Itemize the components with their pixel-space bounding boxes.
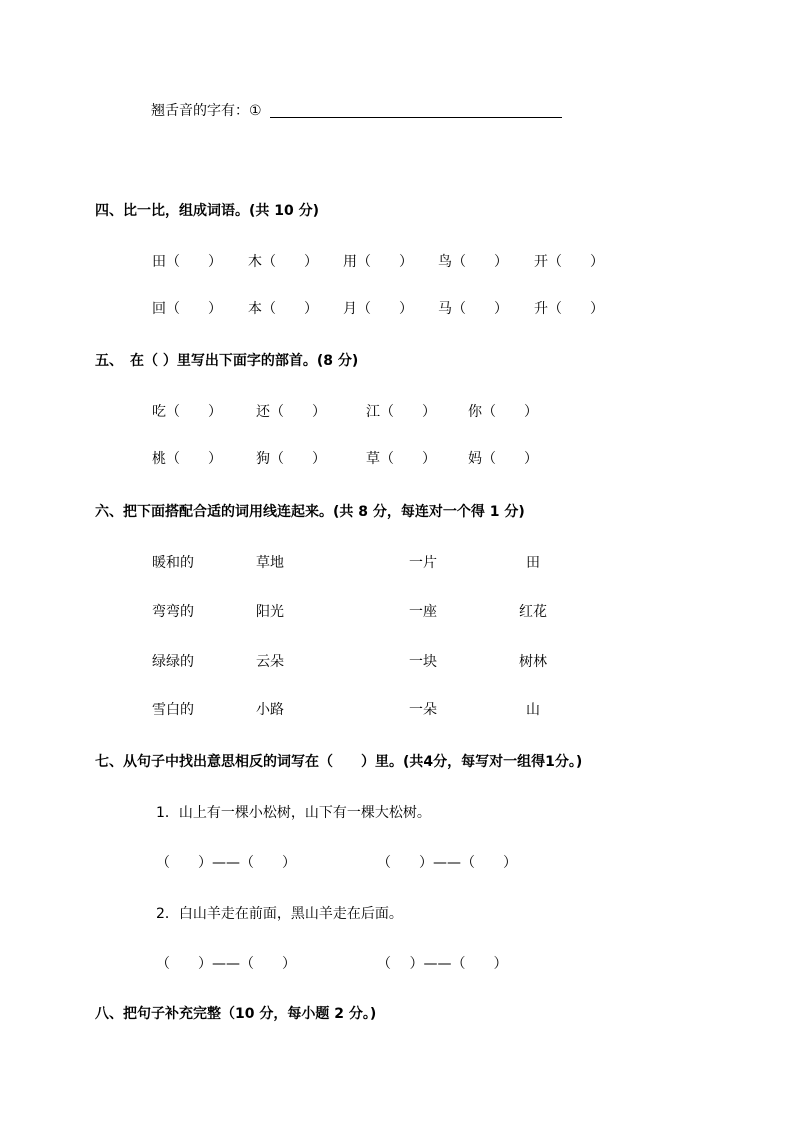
s6-noun[interactable]: 云朵 bbox=[256, 654, 284, 670]
retroflex-label: 翘舌音的字有：① bbox=[151, 103, 262, 119]
s6-measure[interactable]: 一片 bbox=[409, 555, 437, 571]
s5-r1-c2[interactable]: 还（ ） bbox=[256, 404, 326, 420]
s4-r1-c3[interactable]: 用（ ） bbox=[343, 254, 413, 270]
s5-r1-c3[interactable]: 江（ ） bbox=[366, 404, 436, 420]
s6-measure[interactable]: 一块 bbox=[409, 654, 437, 670]
s4-r2-c5[interactable]: 升（ ） bbox=[534, 301, 604, 317]
s6-object[interactable]: 田 bbox=[526, 555, 540, 571]
s5-r1-c1[interactable]: 吃（ ） bbox=[152, 404, 222, 420]
s6-adjective[interactable]: 雪白的 bbox=[152, 702, 194, 718]
s6-noun[interactable]: 小路 bbox=[256, 702, 284, 718]
s4-r2-c2[interactable]: 本（ ） bbox=[248, 301, 318, 317]
s5-r2-c1[interactable]: 桃（ ） bbox=[152, 451, 222, 467]
s4-r1-c5[interactable]: 开（ ） bbox=[534, 254, 604, 270]
retroflex-answer-line[interactable] bbox=[270, 117, 562, 118]
section7-heading: 七、从句子中找出意思相反的词写在（ ）里。(共4分，每写对一组得1分。) bbox=[95, 754, 583, 770]
s4-r1-c2[interactable]: 木（ ） bbox=[248, 254, 318, 270]
s5-r2-c4[interactable]: 妈（ ） bbox=[468, 451, 538, 467]
s6-measure[interactable]: 一朵 bbox=[409, 702, 437, 718]
s7-sentence-1: 1．山上有一棵小松树，山下有一棵大松树。 bbox=[156, 805, 431, 821]
s7-pair-1b[interactable]: （ ）——（ ） bbox=[377, 855, 517, 871]
s7-pair-1a[interactable]: （ ）——（ ） bbox=[156, 855, 296, 871]
s6-adjective[interactable]: 暖和的 bbox=[152, 555, 194, 571]
s6-noun[interactable]: 阳光 bbox=[256, 604, 284, 620]
s4-r2-c3[interactable]: 月（ ） bbox=[343, 301, 413, 317]
s6-object[interactable]: 山 bbox=[526, 702, 540, 718]
s4-r1-c4[interactable]: 鸟（ ） bbox=[438, 254, 508, 270]
s6-object[interactable]: 树林 bbox=[519, 654, 547, 670]
s4-r2-c1[interactable]: 回（ ） bbox=[152, 301, 222, 317]
s5-r2-c3[interactable]: 草（ ） bbox=[366, 451, 436, 467]
s6-object[interactable]: 红花 bbox=[519, 604, 547, 620]
s6-measure[interactable]: 一座 bbox=[409, 604, 437, 620]
s4-r2-c4[interactable]: 马（ ） bbox=[438, 301, 508, 317]
s5-r2-c2[interactable]: 狗（ ） bbox=[256, 451, 326, 467]
section8-heading: 八、把句子补充完整（10 分，每小题 2 分。) bbox=[95, 1006, 377, 1022]
section4-heading: 四、比一比，组成词语。(共 10 分) bbox=[95, 203, 320, 219]
s7-sentence-2: 2．白山羊走在前面，黑山羊走在后面。 bbox=[156, 906, 403, 922]
s4-r1-c1[interactable]: 田（ ） bbox=[152, 254, 222, 270]
s6-adjective[interactable]: 弯弯的 bbox=[152, 604, 194, 620]
section5-heading: 五、 在（ ）里写出下面字的部首。(8 分) bbox=[95, 353, 359, 369]
s6-noun[interactable]: 草地 bbox=[256, 555, 284, 571]
s5-r1-c4[interactable]: 你（ ） bbox=[468, 404, 538, 420]
s6-adjective[interactable]: 绿绿的 bbox=[152, 654, 194, 670]
s7-pair-2b[interactable]: （ ）——（ ） bbox=[377, 956, 508, 972]
section6-heading: 六、把下面搭配合适的词用线连起来。(共 8 分，每连对一个得 1 分) bbox=[95, 504, 525, 520]
s7-pair-2a[interactable]: （ ）——（ ） bbox=[156, 956, 296, 972]
